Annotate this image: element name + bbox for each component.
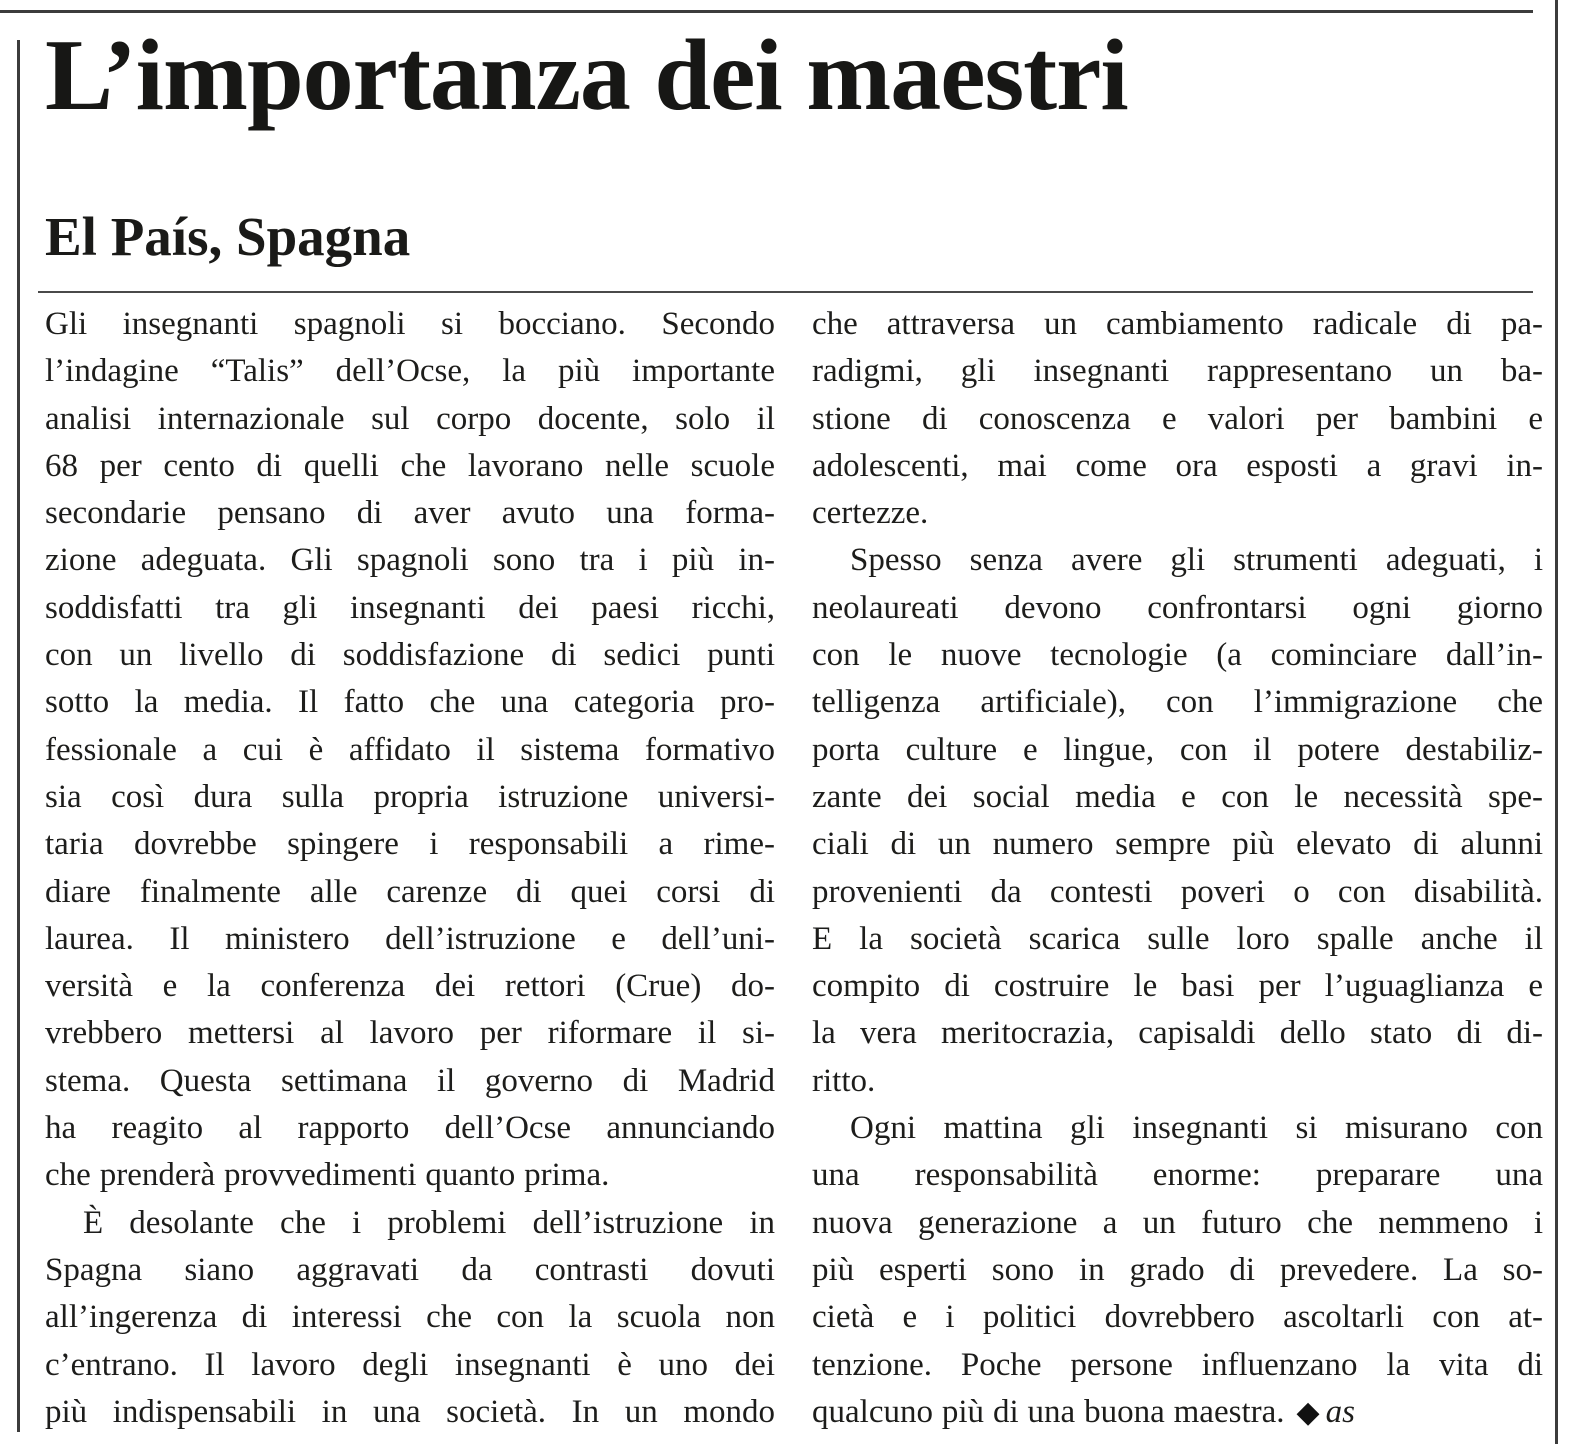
article-line (45, 1294, 775, 1341)
article-line (812, 443, 1543, 490)
article-line (812, 348, 1543, 395)
line-text: Spagna siano aggravati da contrasti dovuti (45, 1251, 775, 1288)
line-text: stione di conoscenza e valori per bambini e (812, 400, 1543, 437)
line-text: zione adeguata. Gli spagnoli sono tra i più in- (45, 542, 775, 579)
article-line (812, 916, 1543, 963)
article-line (45, 1058, 775, 1105)
line-text: nuova generazione a un futuro che nemmeno i (812, 1204, 1543, 1241)
line-text: sia così dura sulla propria istruzione universi- (45, 778, 775, 815)
article-line (812, 1152, 1543, 1199)
line-text: vrebbero mettersi al lavoro per riformare il si- (45, 1015, 775, 1052)
article-line (45, 490, 775, 537)
line-text: ritto. (812, 1062, 876, 1099)
article-line (45, 301, 775, 348)
line-text: una responsabilità enorme: preparare una (812, 1157, 1543, 1194)
line-text: radigmi, gli insegnanti rappresentano un ba- (812, 353, 1543, 390)
article-line (812, 1342, 1543, 1389)
article-line (812, 1058, 1543, 1105)
line-text: secondarie pensano di aver avuto una forma- (45, 495, 775, 532)
article-line (812, 301, 1543, 348)
line-text: con le nuove tecnologie (a cominciare dall’in- (812, 637, 1543, 674)
line-text: all’ingerenza di interessi che con la scuola non (45, 1299, 775, 1336)
line-text: neolaureati devono confrontarsi ogni giorno (812, 589, 1543, 626)
line-text: con un livello di soddisfazione di sedici punti (45, 637, 775, 674)
article-line (812, 537, 1543, 584)
article-line (45, 916, 775, 963)
article-line (812, 774, 1543, 821)
line-text: Gli insegnanti spagnoli si bocciano. Secondo (45, 306, 775, 342)
line-text: diare finalmente alle carenze di quei corsi di (45, 873, 775, 910)
line-text: telligenza artificiale), con l’immigrazione che (812, 684, 1543, 721)
line-text: E la società scarica sulle loro spalle anche il (812, 920, 1543, 957)
line-text: compito di costruire le basi per l’uguaglianza e (812, 968, 1543, 1005)
article-line (45, 443, 775, 490)
article-line (812, 963, 1543, 1010)
article-line (812, 632, 1543, 679)
line-text: c’entrano. Il lavoro degli insegnanti è uno dei (45, 1346, 775, 1383)
article-source: El País, Spagna (45, 206, 411, 267)
article-column-right (812, 301, 1543, 1436)
article-line (45, 632, 775, 679)
line-text: stema. Questa settimana il governo di Madrid (45, 1062, 775, 1099)
line-text: adolescenti, mai come ora esposti a gravi in- (812, 447, 1543, 484)
end-mark-diamond-icon: ◆ (1296, 1395, 1320, 1429)
article-line (45, 1389, 775, 1436)
line-text: qualcuno più di una buona maestra. (812, 1393, 1285, 1430)
line-text: zante dei social media e con le necessità spe- (812, 778, 1543, 815)
line-text: Ogni mattina gli insegnanti si misurano con (850, 1110, 1543, 1147)
article-line (812, 1105, 1543, 1152)
article-line (45, 821, 775, 868)
line-text: più indispensabili in una società. In un mondo (45, 1393, 775, 1430)
line-text: Spesso senza avere gli strumenti adeguati, i (850, 542, 1543, 579)
line-text: taria dovrebbe spingere i responsabili a rime- (45, 826, 775, 863)
left-rule (17, 40, 20, 1432)
source-rule (38, 291, 1533, 293)
line-text: provenienti da contesti poveri o con disabilità. (812, 873, 1543, 910)
article-line (812, 1200, 1543, 1247)
article-line (812, 1294, 1543, 1341)
article-line (45, 537, 775, 584)
article-line (45, 348, 775, 395)
article-line (45, 585, 775, 632)
right-rule (1555, 0, 1558, 1444)
article-line (812, 1247, 1543, 1294)
article-line (812, 869, 1543, 916)
line-text: l’indagine “Talis” dell’Ocse, la più importante (45, 353, 775, 390)
article-line (45, 679, 775, 726)
line-text: porta culture e lingue, con il potere destabiliz- (812, 731, 1543, 768)
line-text: certezze. (812, 495, 929, 532)
line-text: che attraversa un cambiamento radicale di pa- (812, 306, 1543, 342)
line-text: fessionale a cui è affidato il sistema formativo (45, 731, 775, 768)
line-text: versità e la conferenza dei rettori (Crue) do- (45, 968, 775, 1005)
line-text: la vera meritocrazia, capisaldi dello stato di di- (812, 1015, 1543, 1052)
line-text: sotto la media. Il fatto che una categoria pro- (45, 684, 775, 721)
article-line (45, 1200, 775, 1247)
article-line (45, 774, 775, 821)
article-line (812, 585, 1543, 632)
line-text: che prenderà provvedimenti quanto prima. (45, 1157, 610, 1194)
article-line (45, 1152, 775, 1199)
article-line (812, 727, 1543, 774)
byline: as (1325, 1393, 1355, 1430)
article-line (45, 869, 775, 916)
article-line (45, 1247, 775, 1294)
article-line (45, 1105, 775, 1152)
article-line (45, 1010, 775, 1057)
line-text: È desolante che i problemi dell’istruzione in (83, 1204, 775, 1241)
article-body (45, 301, 1543, 1436)
top-rule (0, 10, 1533, 13)
article-line (812, 1389, 1543, 1436)
article-line (812, 396, 1543, 443)
article-line (812, 679, 1543, 726)
article-line (45, 727, 775, 774)
article-column-left (45, 301, 775, 1436)
line-text: laurea. Il ministero dell’istruzione e dell’uni- (45, 920, 775, 957)
article-line (45, 963, 775, 1010)
line-text: cietà e i politici dovrebbero ascoltarli con at- (812, 1299, 1543, 1336)
article-line (45, 396, 775, 443)
article-line (812, 490, 1543, 537)
article-line (812, 821, 1543, 868)
line-text: 68 per cento di quelli che lavorano nelle scuole (45, 447, 775, 484)
line-text: tenzione. Poche persone influenzano la vita di (812, 1346, 1543, 1383)
line-text: ha reagito al rapporto dell’Ocse annunciando (45, 1110, 775, 1147)
line-text: analisi internazionale sul corpo docente, solo il (45, 400, 775, 437)
article-line (45, 1342, 775, 1389)
line-text: più esperti sono in grado di prevedere. La so- (812, 1251, 1543, 1288)
article-title: L’importanza dei maestri (45, 19, 1128, 132)
line-text: soddisfatti tra gli insegnanti dei paesi ricchi, (45, 589, 775, 626)
article-line (812, 1010, 1543, 1057)
line-text: ciali di un numero sempre più elevato di alunni (812, 826, 1543, 863)
